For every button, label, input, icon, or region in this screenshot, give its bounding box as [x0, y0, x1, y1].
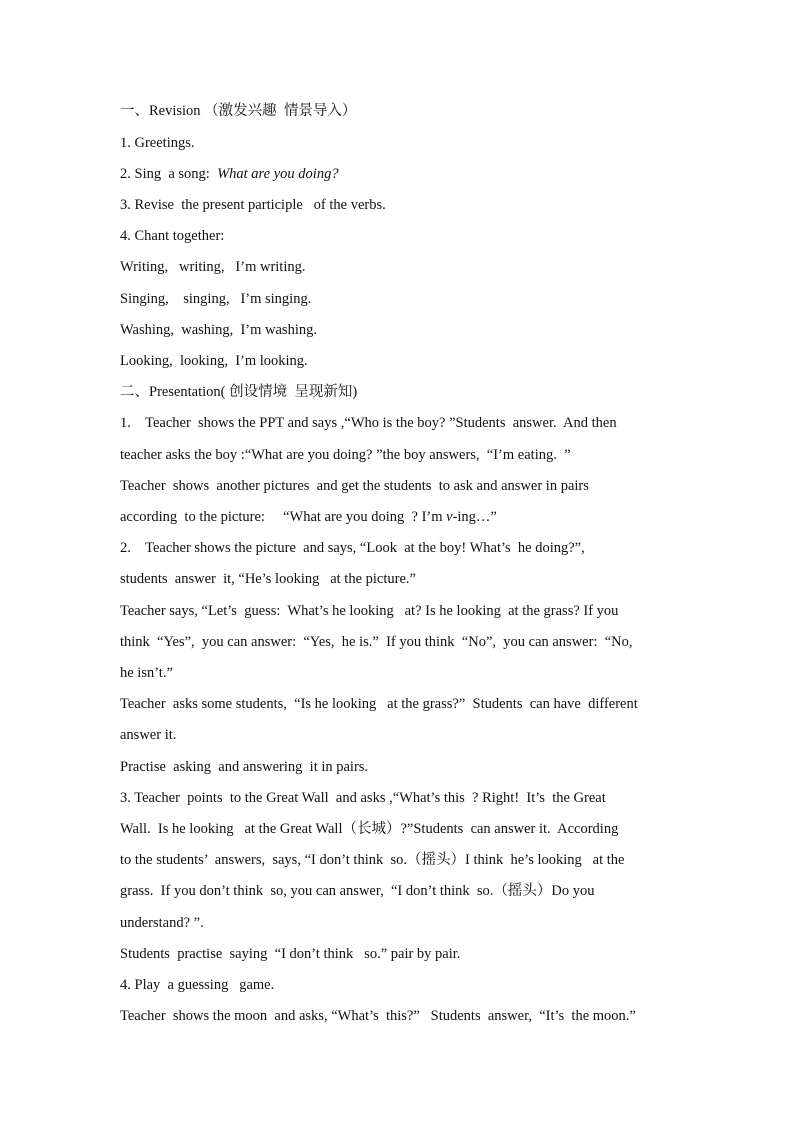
- text-line: understand? ”.: [120, 915, 204, 931]
- text-line: grass. If you don’t think so, you can answer, “I don’t think so.（摇头）Do you: [120, 883, 595, 899]
- text-line: answer it.: [120, 727, 177, 743]
- text-line: 1. Greetings.: [120, 135, 195, 151]
- text-line: 1. Teacher shows the PPT and says ,“Who is the boy? ”Students answer. And then: [120, 415, 617, 431]
- chant-line: Washing, washing, I’m washing.: [120, 322, 317, 338]
- text-line: Teacher asks some students, “Is he looking at the grass?” Students can have different: [120, 696, 638, 712]
- song-title: What are you doing?: [217, 166, 339, 182]
- text-line: he isn’t.”: [120, 665, 173, 681]
- section-heading-revision: 一、Revision （激发兴趣 情景导入）: [120, 103, 357, 119]
- verb-base: v: [446, 509, 453, 525]
- text-line: 3. Teacher points to the Great Wall and asks ,“What’s this ? Right! It’s the Great: [120, 790, 606, 806]
- text-line: 4. Play a guessing game.: [120, 977, 275, 993]
- text-line: 2. Sing a song: What are you doing?: [120, 166, 339, 182]
- text-line: Teacher shows the moon and asks, “What’s this?” Students answer, “It’s the moon.”: [120, 1008, 636, 1024]
- text-line: 4. Chant together:: [120, 228, 225, 244]
- text-line: students answer it, “He’s looking at the picture.”: [120, 571, 416, 587]
- text-line: Students practise saying “I don’t think so.” pair by pair.: [120, 946, 461, 962]
- text-line: Teacher shows another pictures and get the students to ask and answer in pairs: [120, 478, 589, 494]
- text-line: teacher asks the boy :“What are you doing? ”the boy answers, “I’m eating. ”: [120, 447, 571, 463]
- text-line: according to the picture: “What are you doing ? I’m v-ing…”: [120, 509, 497, 525]
- text-line: 3. Revise the present participle of the verbs.: [120, 197, 386, 213]
- text-line: Wall. Is he looking at the Great Wall（长城）?”Students can answer it. According: [120, 821, 619, 837]
- section-heading-presentation: 二、Presentation( 创设情境 呈现新知): [120, 384, 358, 400]
- text-line: think “Yes”, you can answer: “Yes, he is.” If you think “No”, you can answer: “No,: [120, 634, 633, 650]
- chant-line: Singing, singing, I’m singing.: [120, 291, 312, 307]
- chant-line: Looking, looking, I’m looking.: [120, 353, 308, 369]
- text-line: to the students’ answers, says, “I don’t think so.（摇头）I think he’s looking at the: [120, 852, 625, 868]
- chant-line: Writing, writing, I’m writing.: [120, 259, 306, 275]
- text-line: Practise asking and answering it in pairs.: [120, 759, 369, 775]
- text-line: Teacher says, “Let’s guess: What’s he looking at? Is he looking at the grass? If you: [120, 603, 619, 619]
- text-line: 2. Teacher shows the picture and says, “Look at the boy! What’s he doing?”,: [120, 540, 585, 556]
